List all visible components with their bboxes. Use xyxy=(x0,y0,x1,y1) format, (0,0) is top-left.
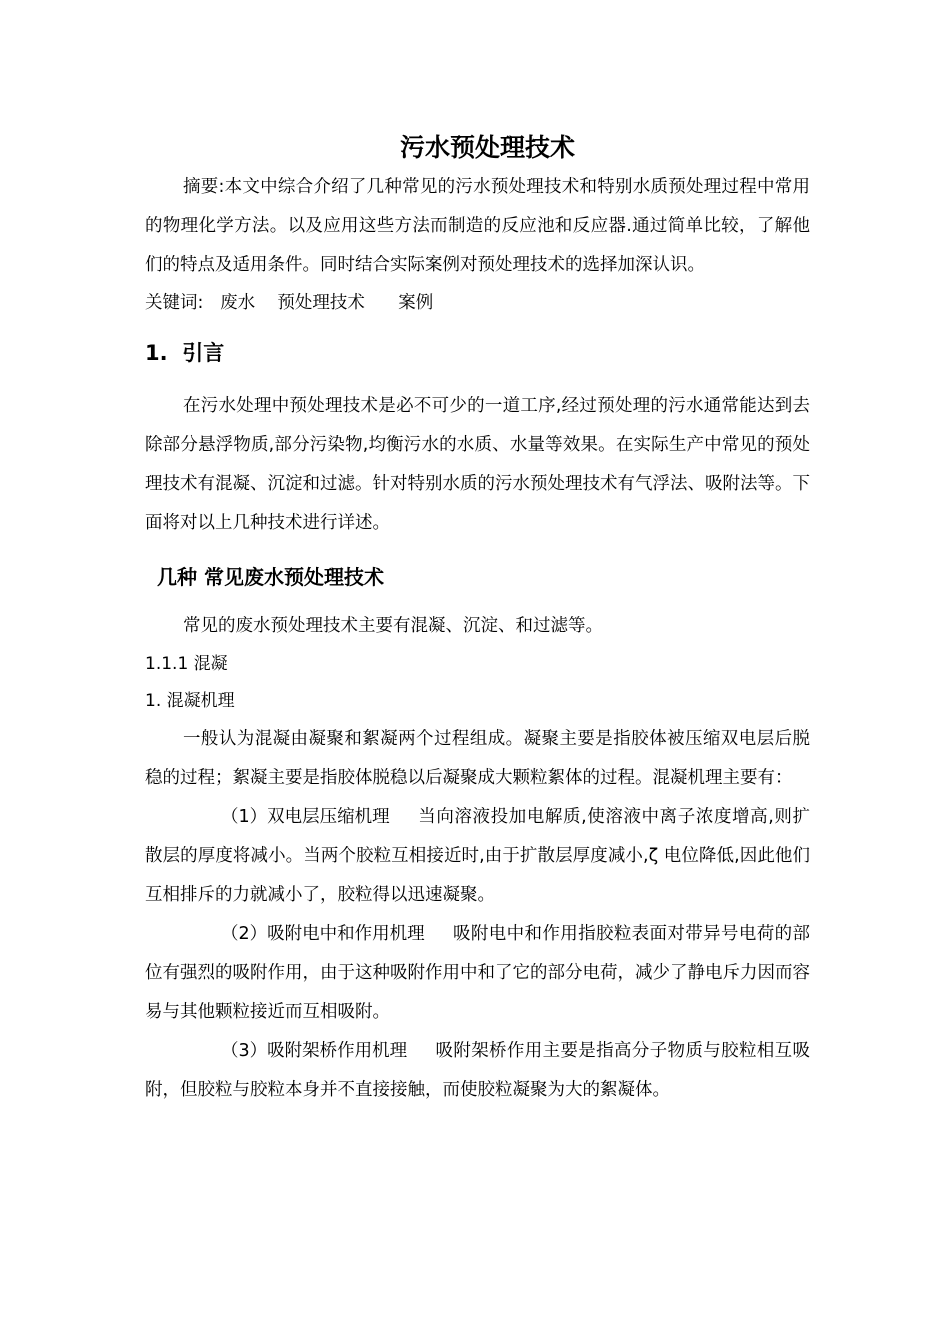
mechanism-item-text: 吸附架桥作用主要是指高分子物质与胶粒相互吸附，但胶粒与胶粒本身并不直接接触，而使胶粒凝聚为大的絮凝体。 xyxy=(145,1041,810,1100)
subsection-heading-coagulation: 1.1.1 混凝 xyxy=(145,654,228,674)
mechanism-item xyxy=(145,1032,810,1110)
subsection-heading-mechanism: 1. 混凝机理 xyxy=(145,691,235,711)
mechanism-item-label: （1）双电层压缩机理 xyxy=(221,807,390,827)
mechanism-intro-paragraph: 一般认为混凝由凝聚和絮凝两个过程组成。凝聚主要是指胶体被压缩双电层后脱稳的过程；絮凝主要是指胶体脱稳以后凝聚成大颗粒絮体的过程。混凝机理主要有： xyxy=(145,729,810,788)
mechanism-item xyxy=(145,915,810,1032)
mechanism-item xyxy=(145,798,810,915)
keyword-item: 预处理技术 xyxy=(277,293,365,313)
keywords-line xyxy=(145,285,810,321)
keywords-label: 关键词: xyxy=(145,293,204,313)
mechanism-item-label: （2）吸附电中和作用机理 xyxy=(221,924,425,944)
mechanism-item-label: （3）吸附架桥作用机理 xyxy=(221,1041,408,1061)
keyword-item: 案例 xyxy=(398,293,434,313)
document-title: 污水预处理技术 xyxy=(399,133,575,162)
section-heading-introduction: 1. 引言 xyxy=(145,341,225,365)
pretreatment-intro: 常见的废水预处理技术主要有混凝、沉淀、和过滤等。 xyxy=(183,616,603,636)
introduction-paragraph: 在污水处理中预处理技术是必不可少的一道工序,经过预处理的污水通常能达到去除部分悬浮物质,部分污染物,均衡污水的水质、水量等效果。在实际生产中常见的预处理技术有混凝、沉淀和过滤。针对特别水质的污水预处理技术有气浮法、吸附法等。下面将对以上几种技术进行详述。 xyxy=(145,396,810,533)
section-heading-pretreatment: 几种 常见废水预处理技术 xyxy=(157,565,384,589)
abstract-paragraph: 摘要:本文中综合介绍了几种常见的污水预处理技术和特别水质预处理过程中常用的物理化学方法。以及应用这些方法而制造的反应池和反应器.通过简单比较，了解他们的特点及适用条件。同时结合实际案例对预处理技术的选择加深认识。 xyxy=(145,177,810,275)
mechanism-item-text: 吸附电中和作用指胶粒表面对带异号电荷的部位有强烈的吸附作用，由于这种吸附作用中和了它的部分电荷，减少了静电斥力因而容易与其他颗粒接近而互相吸附。 xyxy=(145,924,810,1022)
document-page xyxy=(145,128,810,1110)
keyword-item: 废水 xyxy=(220,293,256,313)
mechanism-item-text: 当向溶液投加电解质,使溶液中离子浓度增高,则扩散层的厚度将减小。当两个胶粒互相接近时,由于扩散层厚度减小,ζ 电位降低,因此他们互相排斥的力就减小了，胶粒得以迅速凝聚。 xyxy=(145,807,810,905)
